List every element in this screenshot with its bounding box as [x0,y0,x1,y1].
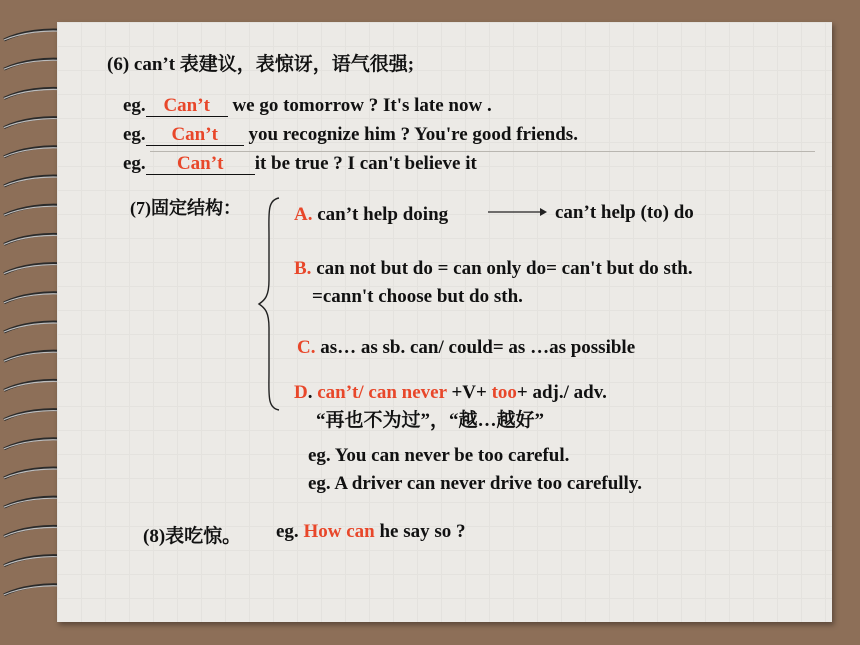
letter-a: A. [294,204,313,225]
example-prefix: eg. [123,124,146,145]
example-line-1 [123,95,492,117]
example-text: we go tomorrow ? It's late now . [227,95,492,116]
answer-text: Can’t [163,95,210,116]
section8-rest: he say so ? [374,521,466,542]
structure-d-tail: + adj./ adv. [516,382,607,403]
structure-d [294,382,607,404]
structure-d-dot: . [307,382,313,403]
structure-b-line2: =cann't choose but do sth. [312,286,523,307]
section8-red: How can [303,521,375,542]
structure-d-example-1: eg. You can never be too careful. [308,445,570,466]
structure-d-mid: +V+ [446,382,492,403]
structure-d-red2: too [491,382,517,403]
answer-text: Can’t [176,153,224,174]
arrow-icon [488,205,548,219]
answer-blank [146,125,244,146]
answer-text: Can’t [171,124,218,145]
structure-c [297,337,635,359]
structure-a-text: can’t help doing [312,204,449,225]
divider-line [150,151,815,152]
answer-blank [146,154,255,175]
section6-title: (6) can’t 表建议，表惊讶，语气很强; [107,54,415,75]
letter-c: C. [297,337,316,358]
structure-b-text: can not but do = can only do= can't but do sth. [311,258,693,279]
section8-title: (8)表吃惊。 [143,526,242,547]
example-line-2 [123,124,578,146]
example-line-3 [123,153,477,175]
structure-d-meaning: “再也不为过”，“越…越好” [316,410,545,431]
example-text: it be true ? I can't believe it [254,153,477,174]
example-prefix: eg. [123,95,146,116]
section8-example [276,521,465,543]
structure-c-text: as… as sb. can/ could= as …as possible [315,337,636,358]
example-text: you recognize him ? You're good friends. [243,124,578,145]
letter-d: D [294,382,308,403]
section8-prefix: eg. [276,521,304,542]
structure-b-line1 [294,258,693,280]
example-prefix: eg. [123,153,146,174]
structure-a-target: can’t help (to) do [555,202,694,223]
structure-a [294,204,448,226]
structure-d-example-2: eg. A driver can never drive too carefully. [308,473,643,494]
answer-blank [146,96,228,117]
structure-d-red1: can’t/ can never [312,382,447,403]
curly-brace [257,196,283,412]
letter-b: B. [294,258,312,279]
section7-title: (7)固定结构： [130,198,241,218]
